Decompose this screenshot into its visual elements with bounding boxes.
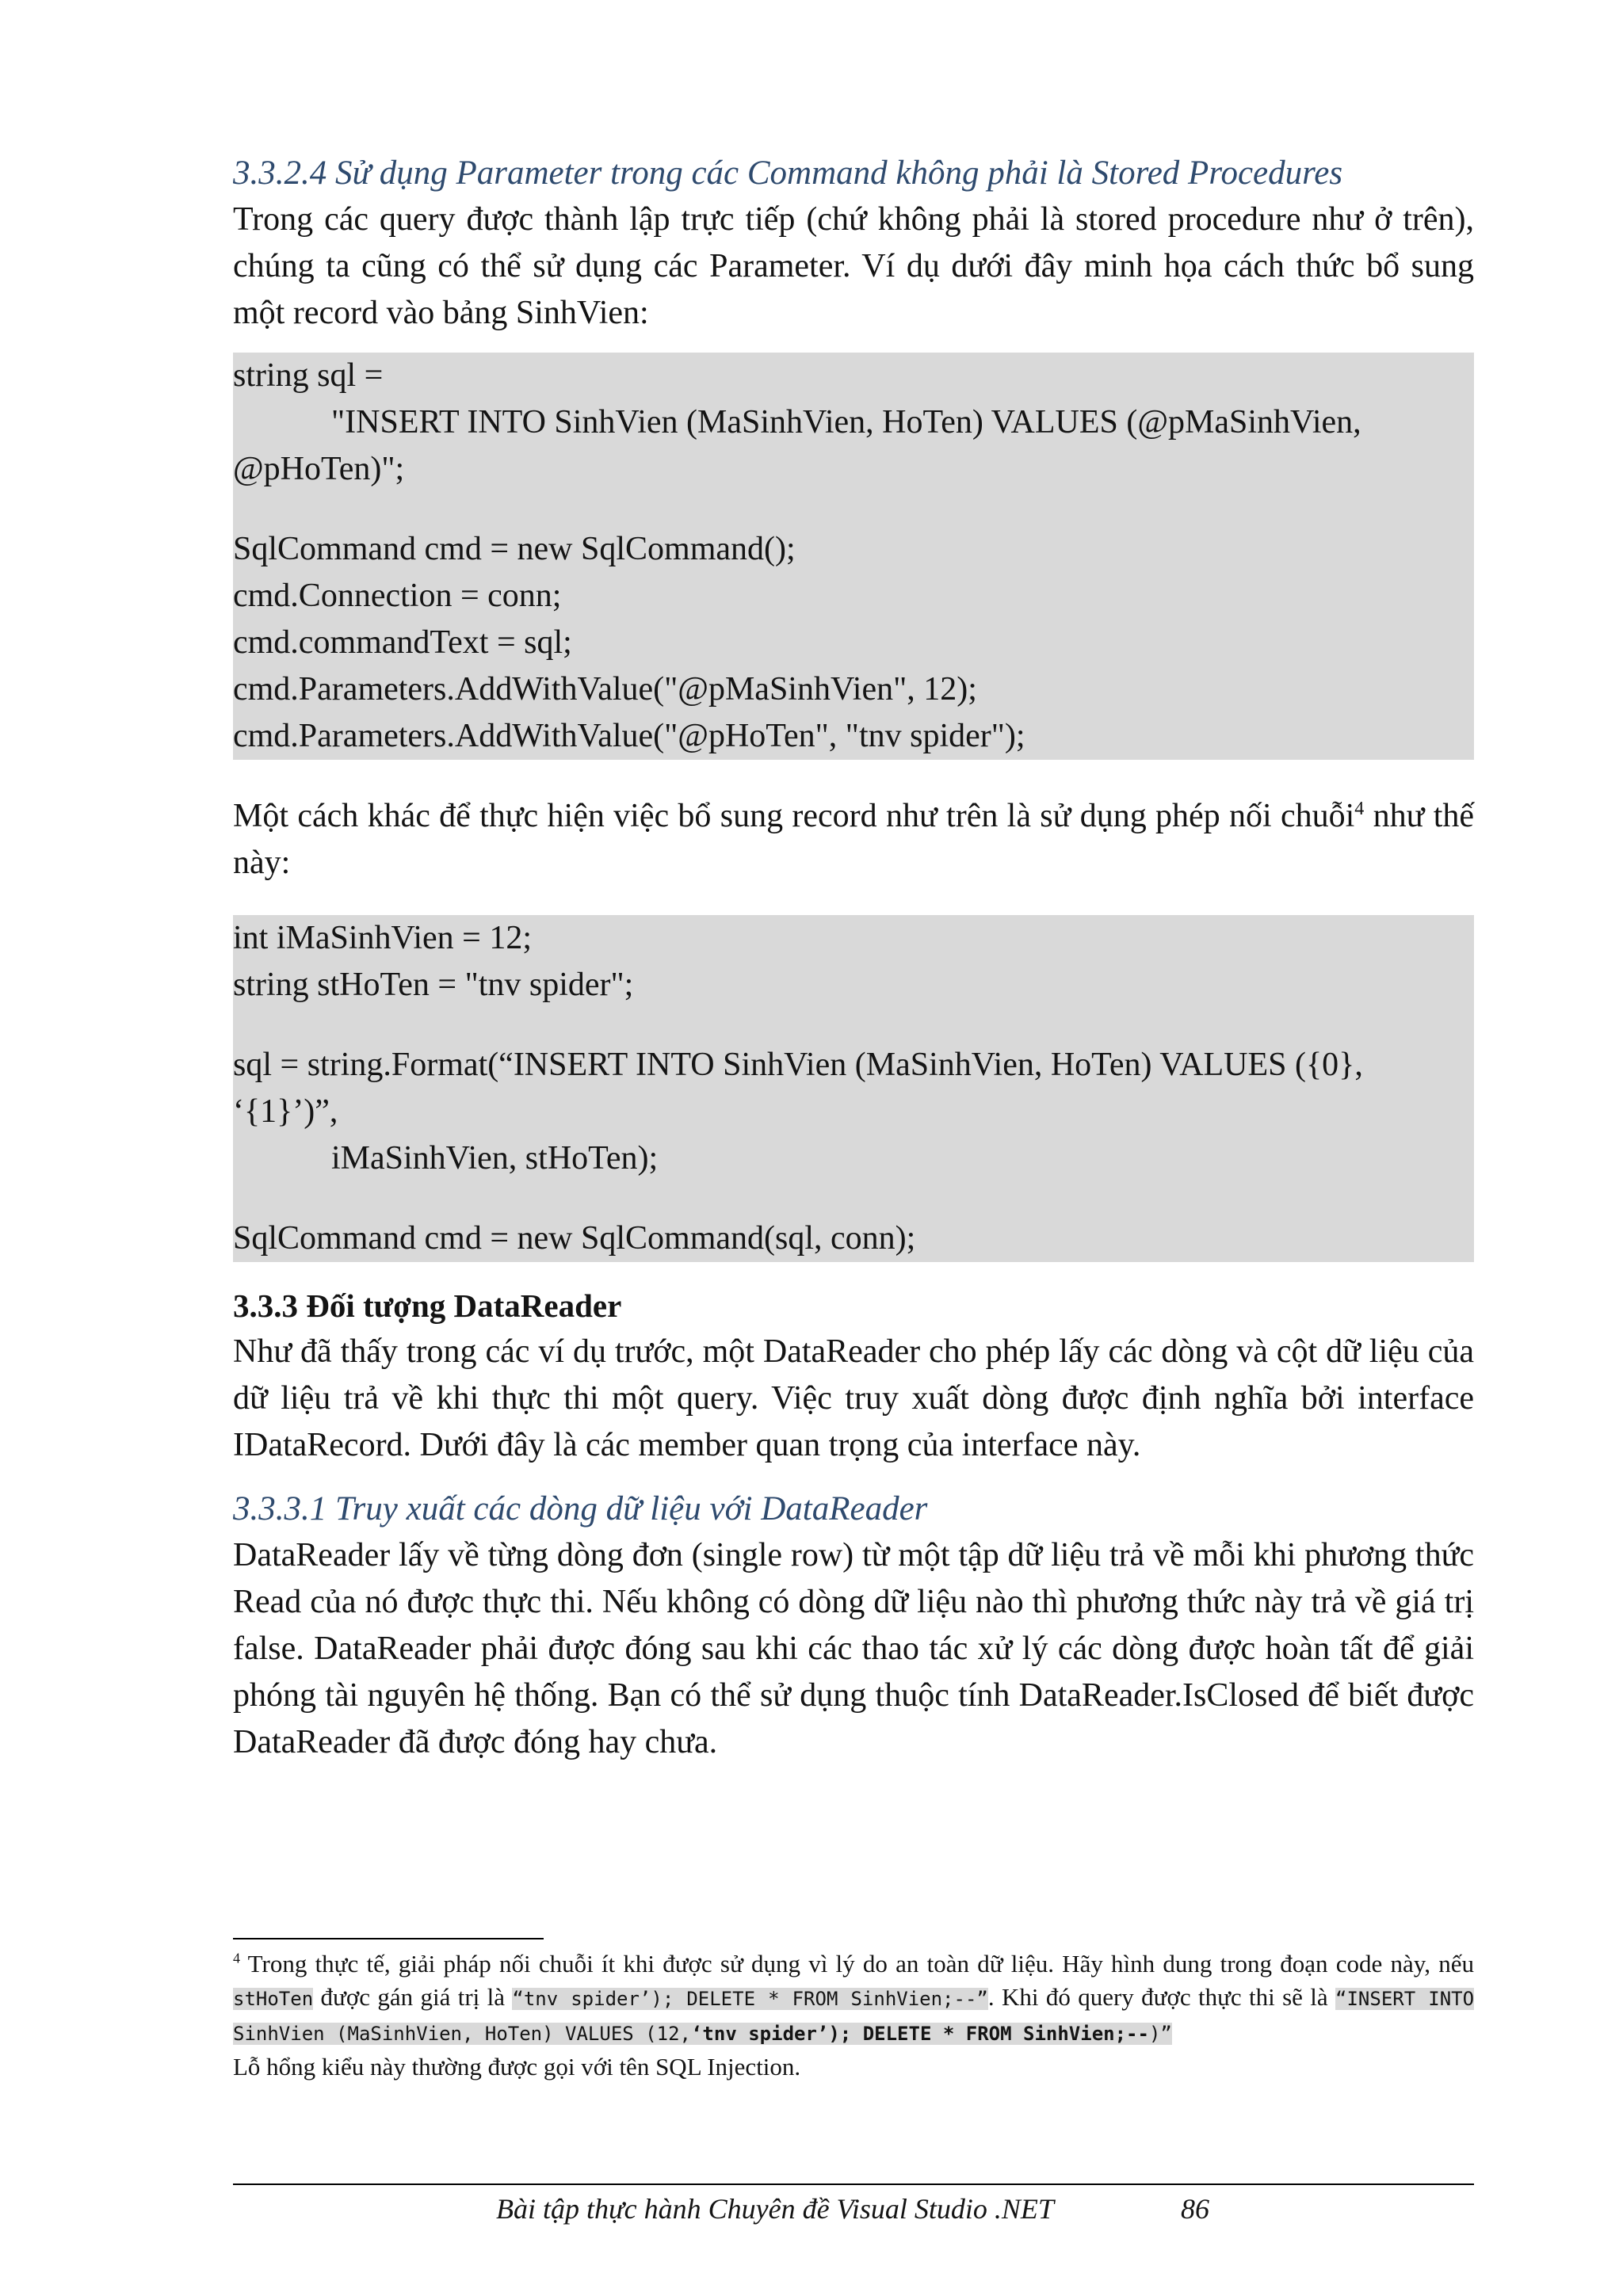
code-line: cmd.Parameters.AddWithValue("@pHoTen", "tnv spider"); xyxy=(233,718,1025,754)
footnote-separator xyxy=(233,1938,544,1939)
page-content xyxy=(233,151,1474,1766)
code-line: SqlCommand cmd = new SqlCommand(sql, conn); xyxy=(233,1220,916,1257)
footnote-text: Trong thực tế, giải pháp nối chuỗi ít khi được sử dụng vì lý do an toàn dữ liệu. Hãy hình dung trong đoạn code này, nếu xyxy=(247,1950,1474,1978)
footnote-code-query-bold: ‘tnv spider’); DELETE * FROM SinhVien;-- xyxy=(690,2023,1149,2045)
footer-title: Bài tập thực hành Chuyên đề Visual Studio .NET xyxy=(496,2193,1054,2225)
footnote xyxy=(233,1947,1474,2084)
code-block-parameters xyxy=(233,353,1474,760)
section-heading-3331: 3.3.3.1 Truy xuất các dòng dữ liệu với DataReader xyxy=(233,1490,928,1527)
code-line: sql = string.Format(“INSERT INTO SinhVien (MaSinhVien, HoTen) VALUES ({0}, ‘{1}’)”, xyxy=(233,1047,1372,1130)
footnote-code-query-end: )” xyxy=(1148,2023,1172,2045)
footnote-code-query: “INSERT INTO SinhVien (MaSinhVien, HoTen) VALUES (12, xyxy=(233,1988,1475,2045)
code-line: string sql = xyxy=(233,357,384,394)
code-line: SqlCommand cmd = new SqlCommand(); xyxy=(233,531,796,567)
footnote-text: được gán giá trị là xyxy=(320,1983,505,2011)
read-rows-paragraph: DataReader lấy về từng dòng đơn (single row) từ một tập dữ liệu trả về mỗi khi phương thức Read của nó được thực thi. Nếu không có dòng dữ liệu nào thì phương thức này trả về giá trị false. DataReader phải được đóng sau khi các thao tác xử lý các dòng được hoàn tất để giải phóng tài nguyên hệ thống. Bạn có thể sử dụng thuộc tính DataReader.IsClosed để biết được DataReader đã được đóng hay chưa. xyxy=(233,1537,1474,1760)
footer-separator xyxy=(233,2183,1474,2185)
code-line: iMaSinhVien, stHoTen); xyxy=(331,1140,659,1177)
section-heading-333: 3.3.3 Đối tượng DataReader xyxy=(233,1287,622,1324)
concat-text: Một cách khác để thực hiện việc bổ sung record như trên là sử dụng phép nối chuỗi xyxy=(233,798,1355,834)
footnote-text: Lỗ hổng kiểu này thường được gọi với tên SQL Injection. xyxy=(233,2053,801,2081)
code-line: "INSERT INTO SinhVien (MaSinhVien, HoTen) VALUES (@pMaSinhVien, @pHoTen)"; xyxy=(233,404,1370,487)
concat-paragraph xyxy=(233,793,1474,887)
code-line: string stHoTen = "tnv spider"; xyxy=(233,967,634,1003)
footnote-code-value: “tnv spider’); DELETE * FROM SinhVien;--” xyxy=(512,1988,988,2010)
code-line: cmd.Connection = conn; xyxy=(233,578,562,614)
datareader-paragraph: Như đã thấy trong các ví dụ trước, một DataReader cho phép lấy các dòng và cột dữ liệu của dữ liệu trả về khi thực thi một query. Việc truy xuất dòng được định nghĩa bởi interface IDataRecord. Dưới đây là các member quan trọng của interface này. xyxy=(233,1333,1474,1463)
footnote-text: . Khi đó query được thực thi sẽ là xyxy=(987,1983,1328,2011)
intro-paragraph: Trong các query được thành lập trực tiếp (chứ không phải là stored procedure như ở trên), chúng ta cũng có thể sử dụng các Parameter. Ví dụ dưới đây minh họa cách thức bổ sung một record vào bảng SinhVien: xyxy=(233,201,1474,331)
code-line: cmd.Parameters.AddWithValue("@pMaSinhVien", 12); xyxy=(233,671,977,707)
page-number: 86 xyxy=(1181,2193,1209,2225)
footnote-ref: 4 xyxy=(1354,799,1365,819)
footnote-code-var: stHoTen xyxy=(233,1988,314,2010)
footnote-number: 4 xyxy=(233,1950,240,1966)
code-block-string-format xyxy=(233,915,1474,1262)
code-line: int iMaSinhVien = 12; xyxy=(233,920,532,956)
section-heading-3324: 3.3.2.4 Sử dụng Parameter trong các Command không phải là Stored Procedures xyxy=(233,154,1343,192)
concat-text-end: như thế này: xyxy=(233,798,1475,881)
code-line: cmd.commandText = sql; xyxy=(233,624,572,661)
